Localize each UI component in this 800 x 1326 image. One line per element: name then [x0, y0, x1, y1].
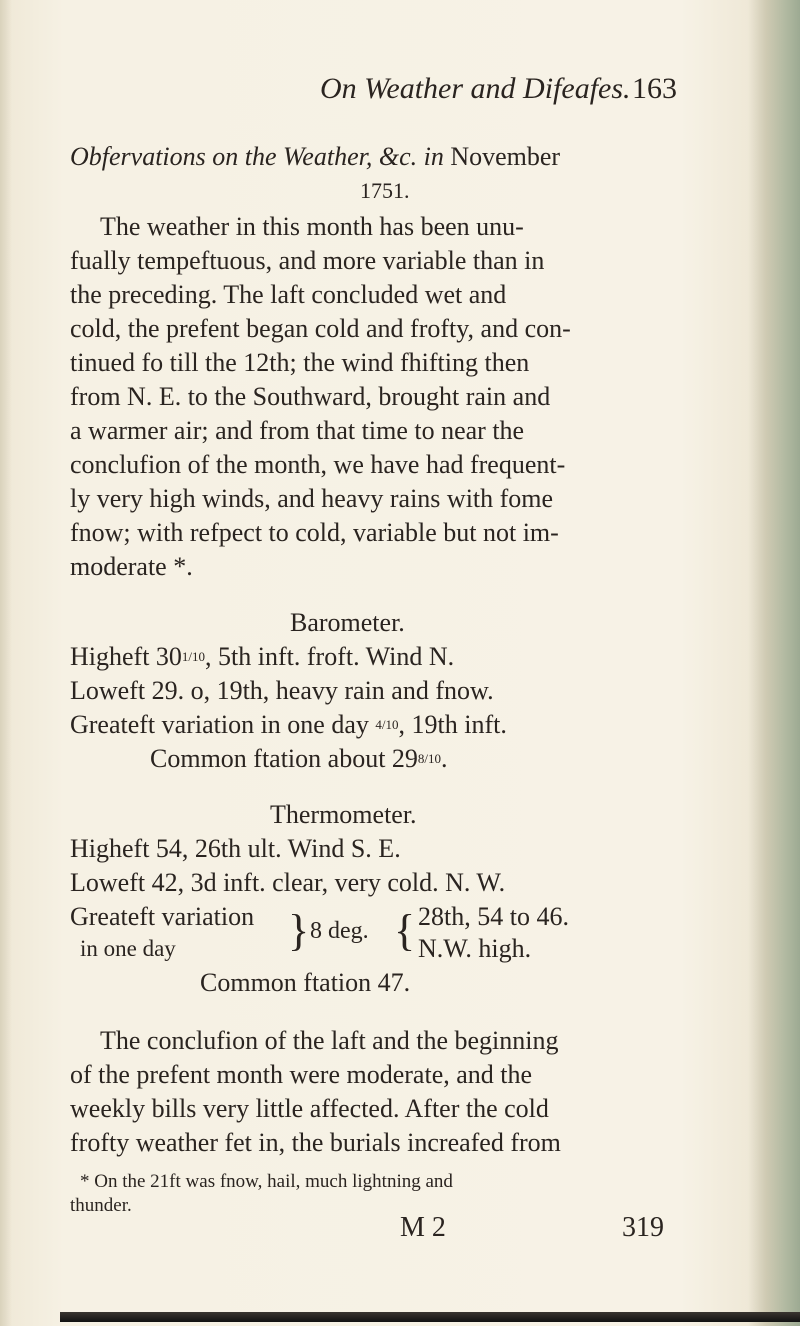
paragraph-line: a warmer air; and from that time to near the: [70, 416, 525, 445]
thermometer-variation-detail: N.W. high.: [418, 934, 532, 963]
paragraph-line: frofty weather fet in, the burials increafed from: [70, 1128, 561, 1157]
page-gutter-shadow: [0, 0, 12, 1326]
barometer-lowest: Loweft 29. o, 19th, heavy rain and fnow.: [70, 676, 494, 705]
running-header: On Weather and Difeafes.: [320, 72, 631, 105]
right-brace-icon: {: [394, 906, 416, 955]
footnote-line: thunder.: [70, 1195, 132, 1216]
thermometer-lowest: Loweft 42, 3d inft. clear, very cold. N. W.: [70, 868, 506, 897]
left-brace-icon: }: [288, 906, 310, 955]
paragraph-line: tinued fo till the 12th; the wind fhifting then: [70, 348, 530, 377]
paragraph-line: fnow; with refpect to cold, variable but not im-: [70, 518, 559, 547]
paragraph-line: from N. E. to the Southward, brought rain and: [70, 382, 551, 411]
thermometer-variation-label: Greateft variation: [70, 902, 255, 931]
paragraph-line: moderate *.: [70, 552, 193, 581]
footnote-line: * On the 21ft was fnow, hail, much lightning and: [80, 1171, 453, 1192]
paragraph-line: the preceding. The laft concluded wet and: [70, 280, 507, 309]
paragraph-line: ly very high winds, and heavy rains with fome: [70, 484, 554, 513]
thermometer-variation-detail: 28th, 54 to 46.: [418, 902, 569, 931]
thermometer-common: Common ftation 47.: [200, 968, 411, 997]
signature-mark: M 2: [400, 1212, 446, 1243]
section-year: 1751.: [360, 178, 410, 203]
barometer-highest: Higheft $30^{1/10}$, 5th inft. froft. Wind N.: [70, 642, 455, 671]
page-number: 163: [632, 72, 677, 105]
thermometer-variation-label: in one day: [80, 936, 176, 961]
thermometer-heading: Thermometer.: [270, 800, 417, 829]
paragraph-line: of the prefent month were moderate, and the: [70, 1060, 533, 1089]
section-title: Obfervations on the Weather, &c. in November: [70, 142, 561, 171]
barometer-common: Common ftation about $29^{8/10}$.: [150, 744, 448, 773]
paragraph-line: cold, the prefent began cold and frofty, and con-: [70, 314, 571, 343]
folio-number: 319: [622, 1212, 664, 1243]
page-edge-stain: [748, 0, 800, 1326]
bottom-rule: [60, 1312, 800, 1322]
paragraph-line: fually tempeftuous, and more variable than in: [70, 246, 545, 275]
barometer-heading: Barometer.: [290, 608, 405, 637]
thermometer-variation-value: 8 deg.: [310, 918, 369, 944]
barometer-variation: Greateft variation in one day $^{4/10}$, 19th inft.: [70, 710, 507, 739]
thermometer-highest: Higheft 54, 26th ult. Wind S. E.: [70, 834, 401, 863]
paragraph-line: weekly bills very little affected. After the cold: [70, 1094, 549, 1123]
paragraph-line: conclufion of the month, we have had frequent-: [70, 450, 566, 479]
paragraph-line: The weather in this month has been unu-: [100, 212, 524, 241]
paragraph-line: The conclufion of the laft and the beginning: [100, 1026, 559, 1055]
